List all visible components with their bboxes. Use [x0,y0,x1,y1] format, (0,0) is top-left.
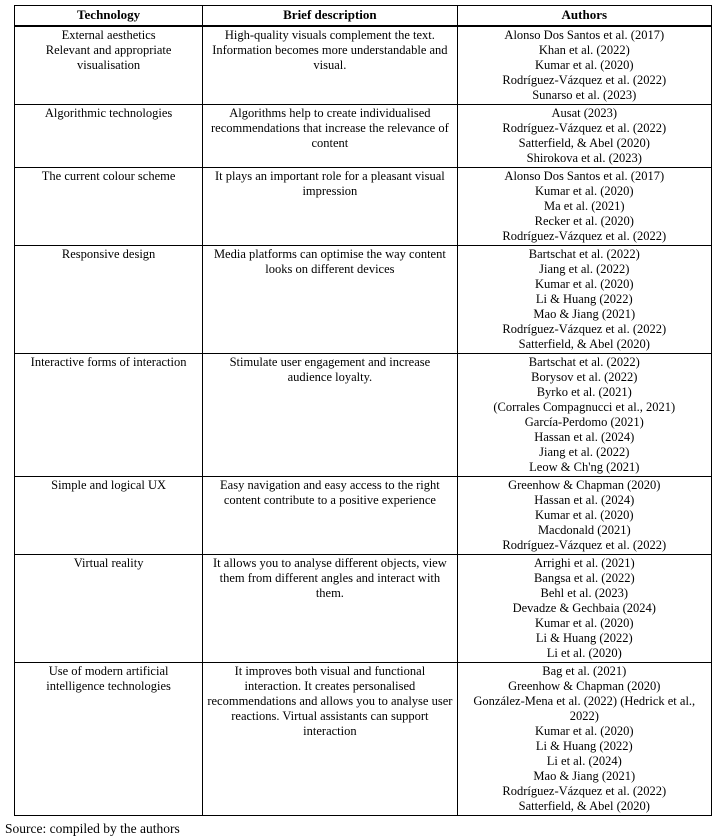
author-entry: Shirokova et al. (2023) [526,150,642,165]
technology-line: The current colour scheme [41,168,176,183]
author-entry: Macdonald (2021) [537,522,631,537]
author-entry: Mao & Jiang (2021) [533,306,636,321]
author-entry: Li & Huang (2022) [535,630,633,645]
technology-line: Algorithmic technologies [44,105,173,120]
technology-cell [15,476,203,554]
author-entry: Kumar et al. (2020) [535,507,634,522]
table-row [15,167,712,245]
source-note: Source: compiled by the authors [5,820,180,836]
author-entry: Satterfield, & Abel (2020) [518,135,650,150]
author-entry: Kumar et al. (2020) [535,57,634,72]
author-entry: Sunarso et al. (2023) [532,87,637,102]
author-entry: Jiang et al. (2022) [539,444,630,459]
author-entry: Behl et al. (2023) [540,585,629,600]
author-entry: Jiang et al. (2022) [539,261,630,276]
author-entry: Hassan et al. (2024) [534,429,635,444]
technology-cell [15,245,203,353]
author-entry: Bartschat et al. (2022) [528,354,640,369]
author-entry: Alonso Dos Santos et al. (2017) [504,27,665,42]
description-cell: Algorithms help to create individualised recommendations that increase the relevance of content [203,104,457,167]
author-entry: Bartschat et al. (2022) [528,246,640,261]
technology-cell [15,26,203,105]
authors-cell [457,245,711,353]
description-cell: Media platforms can optimise the way content looks on different devices [203,245,457,353]
authors-cell [457,104,711,167]
author-entry: Devadze & Gechbaia (2024) [512,600,656,615]
authors-cell [457,353,711,476]
column-header-technology: Technology [15,6,203,26]
author-entry: García-Perdomo (2021) [524,414,644,429]
technology-line: Responsive design [61,246,156,261]
technology-line: Use of modern artificial intelligence technologies [46,663,171,693]
author-entry: Borysov et al. (2022) [531,369,638,384]
table-row [15,554,712,662]
author-entry: Satterfield, & Abel (2020) [518,798,650,813]
technology-cell [15,662,203,815]
author-entry: Bangsa et al. (2022) [533,570,635,585]
technology-cell [15,554,203,662]
technology-line: Simple and logical UX [51,477,167,492]
technology-line: External aesthetics [61,27,156,42]
author-entry: Li et al. (2020) [546,645,622,660]
author-entry: Hassan et al. (2024) [534,492,635,507]
author-entry: Rodríguez-Vázquez et al. (2022) [502,120,667,135]
author-entry: Satterfield, & Abel (2020) [518,336,650,351]
author-entry: Greenhow & Chapman (2020) [508,477,661,492]
table-row [15,26,712,105]
table-row [15,662,712,815]
technology-cell [15,167,203,245]
author-entry: Leow & Ch'ng (2021) [529,459,640,474]
author-entry: Kumar et al. (2020) [535,183,634,198]
author-entry: Recker et al. (2020) [534,213,634,228]
author-entry: (Corrales Compagnucci et al., 2021) [493,399,676,414]
column-header-brief-description: Brief description [203,6,457,26]
authors-cell [457,26,711,105]
author-entry: Khan et al. (2022) [538,42,630,57]
table-row [15,353,712,476]
author-entry: Mao & Jiang (2021) [533,768,636,783]
author-entry: Ma et al. (2021) [544,198,625,213]
authors-cell [457,554,711,662]
author-entry: Greenhow & Chapman (2020) [508,678,661,693]
table-row [15,245,712,353]
technology-line: Virtual reality [73,555,144,570]
author-entry: Rodríguez-Vázquez et al. (2022) [502,537,667,552]
table-row [15,476,712,554]
author-entry: Kumar et al. (2020) [535,276,634,291]
authors-cell [457,662,711,815]
technology-line: Relevant and appropriate visualisation [45,42,172,72]
table-row [15,104,712,167]
author-entry: Rodríguez-Vázquez et al. (2022) [502,783,667,798]
authors-cell [457,476,711,554]
description-cell: High-quality visuals complement the text. Information becomes more understandable and visual. [203,26,457,105]
technology-cell [15,353,203,476]
author-entry: Rodríguez-Vázquez et al. (2022) [502,72,667,87]
table-header-row [15,6,712,26]
technology-table [14,5,712,816]
technology-line: Interactive forms of interaction [30,354,187,369]
author-entry: Ausat (2023) [551,105,618,120]
author-entry: Kumar et al. (2020) [535,615,634,630]
author-entry: González-Mena et al. (2022) (Hedrick et al., 2022) [473,693,696,723]
authors-cell [457,167,711,245]
author-entry: Rodríguez-Vázquez et al. (2022) [502,321,667,336]
description-cell: It improves both visual and functional interaction. It creates personalised recommendations and allows you to analyse user reactions. Virtual assistants can support interaction [203,662,457,815]
author-entry: Li et al. (2024) [546,753,622,768]
description-cell: It allows you to analyse different objects, view them from different angles and interact with them. [203,554,457,662]
table-body [15,26,712,816]
author-entry: Li & Huang (2022) [535,291,633,306]
column-header-authors: Authors [457,6,711,26]
description-cell: Stimulate user engagement and increase audience loyalty. [203,353,457,476]
author-entry: Li & Huang (2022) [535,738,633,753]
description-cell: Easy navigation and easy access to the right content contribute to a positive experience [203,476,457,554]
author-entry: Byrko et al. (2021) [536,384,632,399]
author-entry: Arrighi et al. (2021) [533,555,635,570]
author-entry: Kumar et al. (2020) [535,723,634,738]
technology-cell [15,104,203,167]
author-entry: Rodríguez-Vázquez et al. (2022) [502,228,667,243]
author-entry: Alonso Dos Santos et al. (2017) [504,168,665,183]
author-entry: Bag et al. (2021) [542,663,627,678]
description-cell: It plays an important role for a pleasant visual impression [203,167,457,245]
